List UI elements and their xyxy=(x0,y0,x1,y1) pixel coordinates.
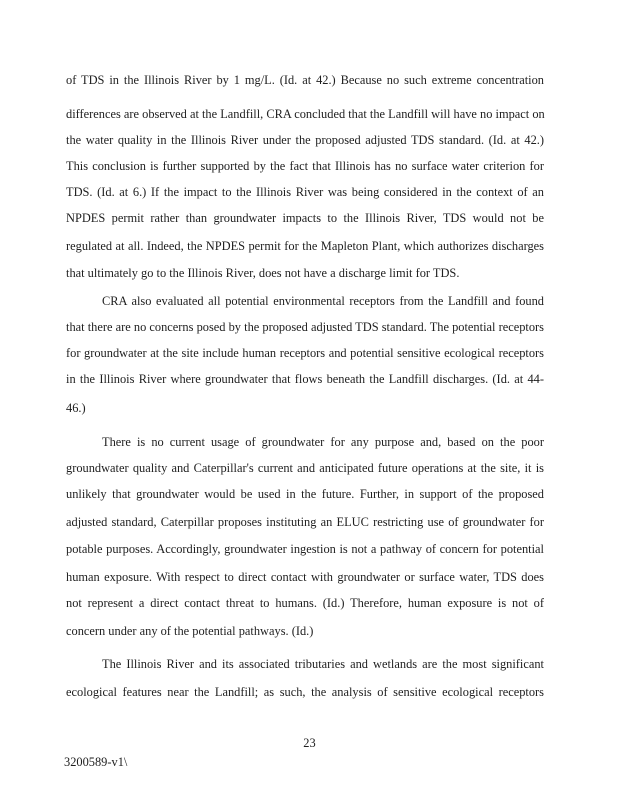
text-line: ecological features near the Landfill; as such, the analysis of sensitive ecological receptors xyxy=(66,685,544,699)
text-line: of TDS in the Illinois River by 1 mg/L. (Id. at 42.) Because no such extreme concentration xyxy=(66,73,544,87)
text-line: TDS. (Id. at 6.) If the impact to the Illinois River was being considered in the context of an xyxy=(66,185,544,199)
document-id: 3200589-v1\ xyxy=(64,755,128,769)
page-number: 23 xyxy=(303,736,316,750)
text-line: CRA also evaluated all potential environmental receptors from the Landfill and found xyxy=(102,294,544,308)
text-line: in the Illinois River where groundwater that flows beneath the Landfill discharges. (Id. at 44- xyxy=(66,372,544,386)
text-line: unlikely that groundwater would be used in the future. Further, in support of the proposed xyxy=(66,487,544,501)
text-line: adjusted standard, Caterpillar proposes instituting an ELUC restricting use of groundwater for xyxy=(66,515,544,529)
text-line: that there are no concerns posed by the proposed adjusted TDS standard. The potential receptors xyxy=(66,320,544,334)
text-line: The Illinois River and its associated tributaries and wetlands are the most significant xyxy=(102,657,544,671)
text-line: groundwater quality and Caterpillar's current and anticipated future operations at the site, it is xyxy=(66,461,544,475)
text-line: This conclusion is further supported by the fact that Illinois has no surface water criterion for xyxy=(66,159,544,173)
text-line: the water quality in the Illinois River under the proposed adjusted TDS standard. (Id. at 42.) xyxy=(66,133,544,147)
text-line: that ultimately go to the Illinois River, does not have a discharge limit for TDS. xyxy=(66,266,460,280)
text-line: differences are observed at the Landfill, CRA concluded that the Landfill will have no impact on xyxy=(66,107,545,121)
text-line: not represent a direct contact threat to humans. (Id.) Therefore, human exposure is not of xyxy=(66,596,544,610)
text-line: NPDES permit rather than groundwater impacts to the Illinois River, TDS would not be xyxy=(66,211,544,225)
text-line: 46.) xyxy=(66,401,86,415)
text-line: There is no current usage of groundwater for any purpose and, based on the poor xyxy=(102,435,544,449)
text-line: regulated at all. Indeed, the NPDES permit for the Mapleton Plant, which authorizes discharges xyxy=(66,239,544,253)
text-line: potable purposes. Accordingly, groundwater ingestion is not a pathway of concern for potential xyxy=(66,542,544,556)
text-line: concern under any of the potential pathways. (Id.) xyxy=(66,624,314,638)
text-line: human exposure. With respect to direct contact with groundwater or surface water, TDS does xyxy=(66,570,544,584)
text-line: for groundwater at the site include human receptors and potential sensitive ecological receptors xyxy=(66,346,544,360)
